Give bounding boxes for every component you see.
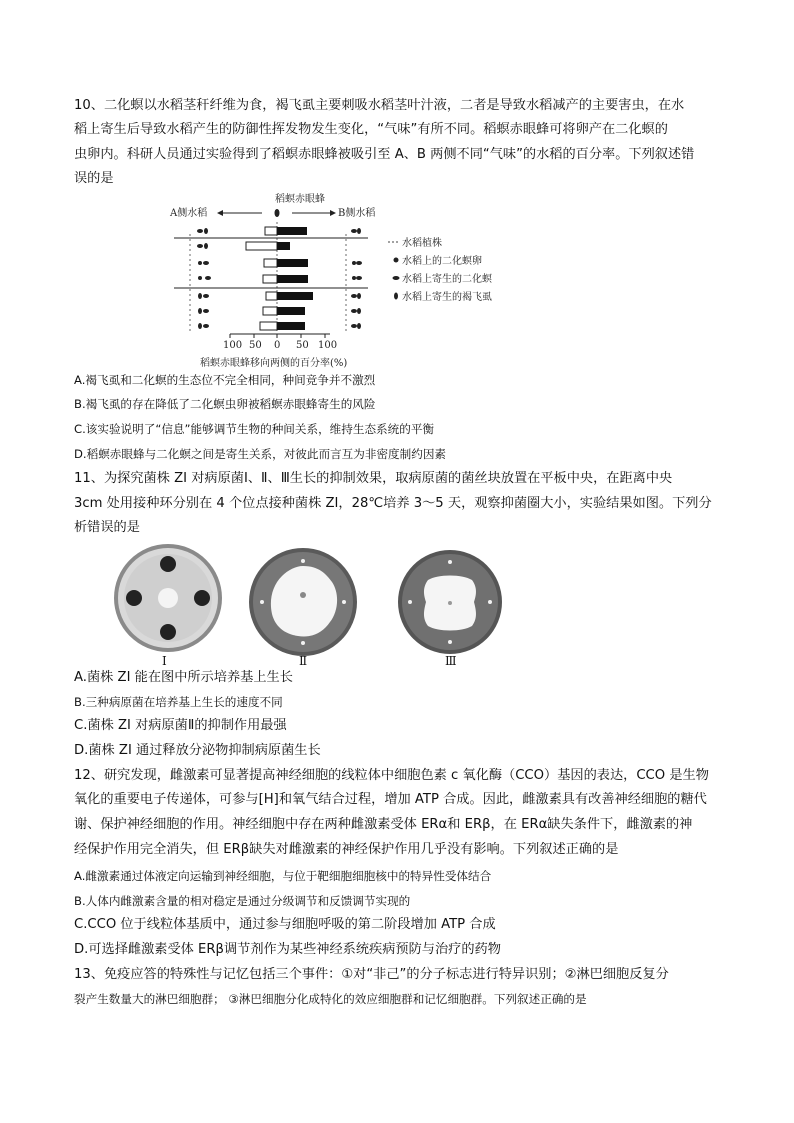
dish-3 bbox=[398, 550, 502, 654]
dish-2 bbox=[249, 548, 357, 656]
dish-label-3: Ⅲ bbox=[445, 654, 457, 668]
legend-planthopper: 水稻上寄生的褐飞虱 bbox=[402, 292, 492, 303]
legend-borer: 水稻上寄生的二化螟 bbox=[402, 274, 492, 285]
tick-label: 0 bbox=[274, 340, 281, 351]
tick-label: 50 bbox=[249, 340, 262, 351]
dish-1 bbox=[114, 544, 222, 652]
q10-line-4: 误的是 bbox=[74, 171, 114, 186]
q12-option-c: C.CCO 位于线粒体基质中，通过参与细胞呼吸的第二阶段增加 ATP 合成 bbox=[74, 917, 496, 932]
q11-figure bbox=[112, 542, 502, 668]
q10-option-a: A.褐飞虱和二化螟的生态位不完全相同，种间竞争并不激烈 bbox=[74, 373, 376, 387]
q11-option-a: A.菌株 ZI 能在图中所示培养基上生长 bbox=[74, 670, 293, 685]
q10-option-d: D.稻螟赤眼蜂与二化螟之间是寄生关系，对彼此而言互为非密度制约因素 bbox=[74, 447, 447, 461]
q11-option-d: D.菌株 ZI 通过释放分泌物抑制病原菌生长 bbox=[74, 743, 321, 758]
q12-line-1: 12、研究发现，雌激素可显著提高神经细胞的线粒体中细胞色素 c 氧化酶（CCO）基因的表达，CCO 是生物 bbox=[74, 768, 709, 783]
fig-left-label: A侧水稻 bbox=[170, 208, 208, 219]
bars bbox=[246, 227, 313, 330]
tick-label: 50 bbox=[296, 340, 309, 351]
q13-line-1: 13、免疫应答的特殊性与记忆包括三个事件：①对“非己”的分子标志进行特异识别；②淋巴细胞反复分 bbox=[74, 967, 669, 982]
q12-line-3: 谢、保护神经细胞的作用。神经细胞中存在两种雌激素受体 ERα和 ERβ，在 ERα缺失条件下，雌激素的神 bbox=[74, 817, 693, 832]
dish-label-2: Ⅱ bbox=[299, 654, 308, 668]
q12-line-2: 氧化的重要电子传递体，可参与[H]和氧气结合过程，增加 ATP 合成。因此，雌激素具有改善神经细胞的糖代 bbox=[74, 792, 707, 807]
q13-line-2: 裂产生数量大的淋巴细胞群； ③淋巴细胞分化成特化的效应细胞群和记忆细胞群。下列叙述正确的是 bbox=[74, 992, 587, 1006]
fig-top-label: 稻螟赤眼蜂 bbox=[275, 194, 325, 205]
q11-option-b: B.三种病原菌在培养基上生长的速度不同 bbox=[74, 695, 283, 709]
q12-option-b: B.人体内雌激素含量的相对稳定是通过分级调节和反馈调节实现的 bbox=[74, 894, 411, 908]
q11-option-c: C.菌株 ZI 对病原菌Ⅱ的抑制作用最强 bbox=[74, 718, 287, 733]
q12-line-4: 经保护作用完全消失，但 ERβ缺失对雌激素的神经保护作用几乎没有影响。下列叙述正确的是 bbox=[74, 842, 619, 857]
q12-option-a: A.雌激素通过体液定向运输到神经细胞，与位于靶细胞细胞核中的特异性受体结合 bbox=[74, 869, 492, 883]
q11-line-1: 11、为探究菌株 ZI 对病原菌Ⅰ、Ⅱ、Ⅲ生长的抑制效果，取病原菌的菌丝块放置在平板中央，在距离中央 bbox=[74, 471, 673, 486]
q10-line-1: 10、二化螟以水稻茎秆纤维为食，褐飞虱主要刺吸水稻茎叶汁液，二者是导致水稻减产的主要害虫，在水 bbox=[74, 98, 685, 113]
q10-figure bbox=[160, 186, 500, 374]
q10-option-b: B.褐飞虱的存在降低了二化螟虫卵被稻螟赤眼蜂寄生的风险 bbox=[74, 397, 376, 411]
q10-option-c: C.该实验说明了“信息”能够调节生物的种间关系，维持生态系统的平衡 bbox=[74, 422, 435, 436]
q11-line-2: 3cm 处用接种环分别在 4 个位点接种菌株 ZI，28℃培养 3～5 天，观察抑菌圈大小，实验结果如图。下列分 bbox=[74, 496, 712, 511]
legend-egg: 水稻上的二化螟卵 bbox=[402, 256, 482, 267]
dish-label-1: Ⅰ bbox=[162, 654, 167, 668]
tick-label: 100 bbox=[223, 340, 243, 351]
wasp-icon bbox=[275, 209, 280, 217]
q11-line-3: 析错误的是 bbox=[74, 520, 140, 535]
tick-label: 100 bbox=[318, 340, 338, 351]
q10-line-3: 虫卵内。科研人员通过实验得到了稻螟赤眼蜂被吸引至 A、B 两侧不同“气味”的水稻的百分率。下列叙述错 bbox=[74, 147, 695, 162]
fig-right-label: B侧水稻 bbox=[338, 208, 376, 219]
axis-title: 稻螟赤眼蜂移向两侧的百分率(%) bbox=[200, 358, 348, 369]
legend bbox=[388, 236, 493, 303]
legend-plant: 水稻植株 bbox=[402, 238, 442, 249]
q10-line-2: 稻上寄生后导致水稻产生的防御性挥发物发生变化，“气味”有所不同。稻螟赤眼蜂可将卵产在二化螟的 bbox=[74, 122, 668, 137]
q12-option-d: D.可选择雌激素受体 ERβ调节剂作为某些神经系统疾病预防与治疗的药物 bbox=[74, 942, 501, 957]
